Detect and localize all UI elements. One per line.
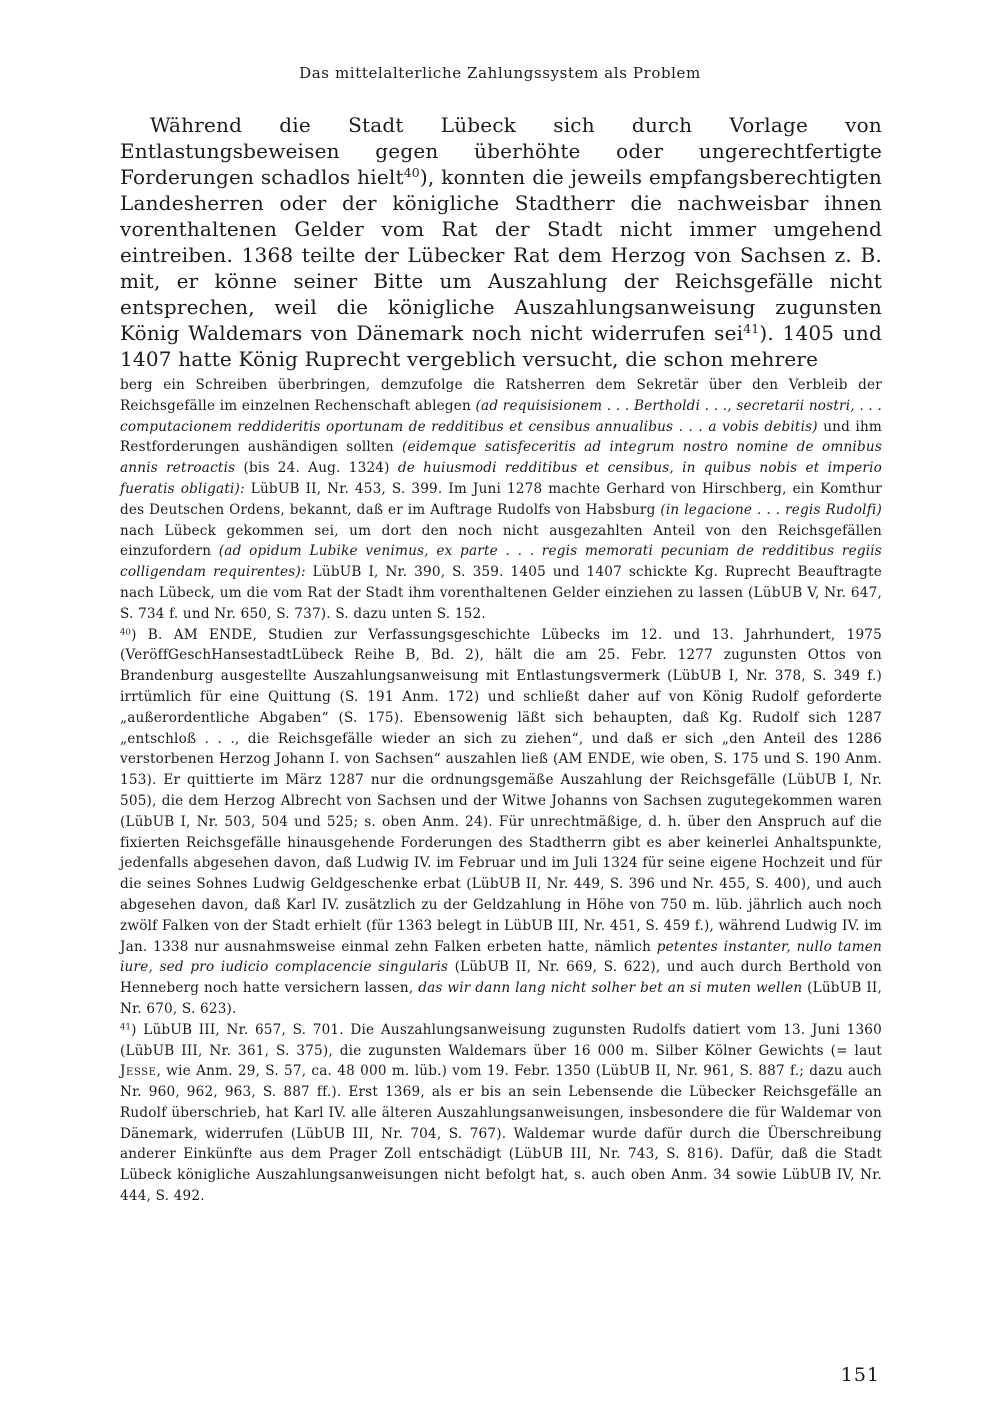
latin-quote: (eidemque satisfeceritis ad integrum nostro nomine de omnibus annis retroactis (120, 439, 882, 477)
body-text (120, 112, 882, 372)
footnote-text: ) B. AM ENDE, Studien zur Verfassungsgeschichte Lübecks im 12. und 13. Jahrhundert, 1975 (VeröffGeschHansestadtLübeck Reihe B, Bd. 2), hält die am 25. Febr. 1277 zugunsten Ottos von Brandenburg ausgestellte Auszahlungsanweisung mit Entlastungsvermerk (LübUB I, Nr. 378, S. 349 f.) irrtümlich für eine Quittung (S. 191 Anm. 172) und schließt daher auf von König Rudolf geforderte „außerordentliche Abgaben“ (S. 175). Ebensowenig läßt sich behaupten, daß Kg. Rudolf sich 1287 „entschloß . . ., die Reichsgefälle wieder an sich zu ziehen“, und daß er sich „den Anteil des 1286 verstorbenen Herzog Johann I. von Sachsen“ auszahlen ließ (AM ENDE, wie oben, S. 175 und S. 190 Anm. 153). Er quittierte im März 1287 nur die ordnungsgemäße Auszahlung der Reichsgefälle (LübUB I, Nr. 505), die dem Herzog Albrecht von Sachsen und der Witwe Johanns von Sachsen zugutegekommen waren (LübUB I, Nr. 503, 504 und 525; s. oben Anm. 24). Für unrechtmäßige, d. h. über den Anspruch auf die fixierten Reichsgefälle hinausgehende Forderungen des Stadtherrn gibt es aber keinerlei Anhaltspunkte, jedenfalls abgesehen davon, daß Ludwig IV. im Februar und im Juli 1324 für seine eigene Hochzeit und für die seines Sohnes Ludwig Geldgeschenke erbat (LübUB II, Nr. 449, S. 396 und Nr. 455, S. 400), und auch abgesehen davon, daß Karl IV. zusätzlich zu der Geldzahlung in Höhe von 750 m. lüb. jährlich auch noch zwölf Falken von der Stadt erhielt (für 1363 belegt in LübUB III, Nr. 451, S. 459 f.), während Ludwig IV. im Jan. 1338 nur ausnahmsweise einmal zehn Falken erbeten hatte, nämlich (120, 626, 882, 955)
footnotes (120, 375, 882, 1207)
footnote-text: LübUB II, Nr. 453, S. 399. Im Juni 1278 machte Gerhard von Hirschberg, ein Komthur des Deutschen Ordens, bekannt, daß er im Auftrage Rudolfs von Habsburg (120, 480, 882, 518)
footnote-text: ) LübUB III, Nr. 657, S. 701. Die Auszahlungsanweisung zugunsten Rudolfs datiert vom 13. Juni 1360 (LübUB III, Nr. 361, S. 375), die zugunsten Waldemars über 16 000 m. Silber Kölner Gewichts (= laut (120, 1021, 882, 1059)
footnote-41 (120, 1020, 882, 1207)
latin-quote: de huiusmodi redditibus et censibus, in quibus nobis et imperio fueratis obligati): (120, 460, 883, 497)
footnote-text: (LübUB II, Nr. 669, S. 622), und auch durch Berthold von Henneberg noch hatte versichern lassen, (120, 959, 882, 997)
footnote-text: (LübUB II, Nr. 670, S. 623). (120, 980, 883, 1017)
body-text-segment: Während die Stadt Lübeck sich durch Vorlage von Entlastungsbeweisen gegen überhöhte oder ungerechtfertigte Forderungen schadlos hielt (120, 113, 882, 189)
running-head: Das mittelalterliche Zahlungssystem als Problem (299, 64, 701, 82)
footnote-40 (120, 625, 882, 1020)
latin-quote: (ad requisisionem . . . Bertholdi . . ., secretarii nostri, . . . computacionem reddideritis oportunam de redditibus et censibus annualibus . . . a vobis debitis) (120, 397, 882, 435)
body-text-segment: ). 1405 und 1407 hatte König Ruprecht vergeblich versucht, die schon mehrere (120, 321, 882, 371)
footnote-ref-40: 40 (403, 165, 420, 181)
footnote-number: 41 (120, 1021, 132, 1032)
latin-quote: petentes instanter, nullo tamen iure, sed pro iudicio complacencie singularis (120, 938, 882, 976)
page-number: 151 (840, 1364, 880, 1386)
main-paragraph (120, 112, 882, 372)
footnote-text: LübUB I, Nr. 390, S. 359. 1405 und 1407 schickte Kg. Ruprecht Beauftragte nach Lübeck, um die vom Rat der Stadt ihm vorenthaltenen Gelder einziehen zu lassen (LübUB V, Nr. 647, S. 734 f. und Nr. 650, S. 737). S. dazu unten S. 152. (120, 564, 882, 622)
footnote-text: (bis 24. Aug. 1324) (235, 460, 398, 477)
footnote-ref-41: 41 (743, 321, 760, 337)
footnote-continuation (120, 375, 882, 625)
latin-quote: (ad opidum Lubike venimus, ex parte . . . regis memorati pecuniam de redditibus regiis colligendam requirentes): (120, 543, 882, 581)
footnote-number: 40 (120, 625, 132, 636)
author-name: Jesse (120, 1063, 157, 1080)
footnote-text: , wie Anm. 29, S. 57, ca. 48 000 m. lüb.) vom 19. Febr. 1350 (LübUB II, Nr. 961, S. 887 f.; dazu auch Nr. 960, 962, 963, S. 887 ff.). Erst 1369, als er bis an sein Lebensende die Lübecker Reichsgefälle an Rudolf überschrieb, hat Karl IV. alle älteren Auszahlungsanweisungen, insbesondere die für Waldemar von Dänemark, widerrufen (LübUB III, Nr. 704, S. 767). Waldemar wurde dafür durch die Überschreibung anderer Einkünfte aus dem Prager Zoll entschädigt (LübUB III, Nr. 743, S. 816). Dafür, daß die Stadt Lübeck königliche Auszahlungsanweisungen nicht befolgt hat, s. auch oben Anm. 34 sowie LübUB IV, Nr. 444, S. 492. (120, 1063, 882, 1205)
footnote-text: und ihm Restforderungen aushändigen sollten (120, 418, 882, 456)
body-text-segment: ), konnten die jeweils empfangsberechtigten Landesherren oder der königliche Stadtherr die nachweisbar ihnen vorenthaltenen Gelder vom Rat der Stadt nicht immer umgehend eintreiben. 1368 teilte der Lübecker Rat dem Herzog von Sachsen z. B. mit, er könne seiner Bitte um Auszahlung der Reichsgefälle nicht entsprechen, weil die königliche Auszahlungsanweisung zugunsten König Waldemars von Dänemark noch nicht widerrufen sei (120, 165, 882, 345)
latin-quote: (in legacione . . . regis Rudolfi) (660, 501, 883, 518)
german-quote: das wir dann lang nicht solher bet an si muten wellen (418, 980, 803, 997)
footnote-text: nach Lübeck gekommen sei, um dort den noch nicht ausgezahlten Anteil von den Reichsgefällen einzufordern (120, 522, 882, 560)
footnote-text: berg ein Schreiben überbringen, demzufolge die Ratsherren dem Sekretär über den Verbleib der Reichsgefälle im einzelnen Rechenschaft ablegen (120, 377, 882, 414)
